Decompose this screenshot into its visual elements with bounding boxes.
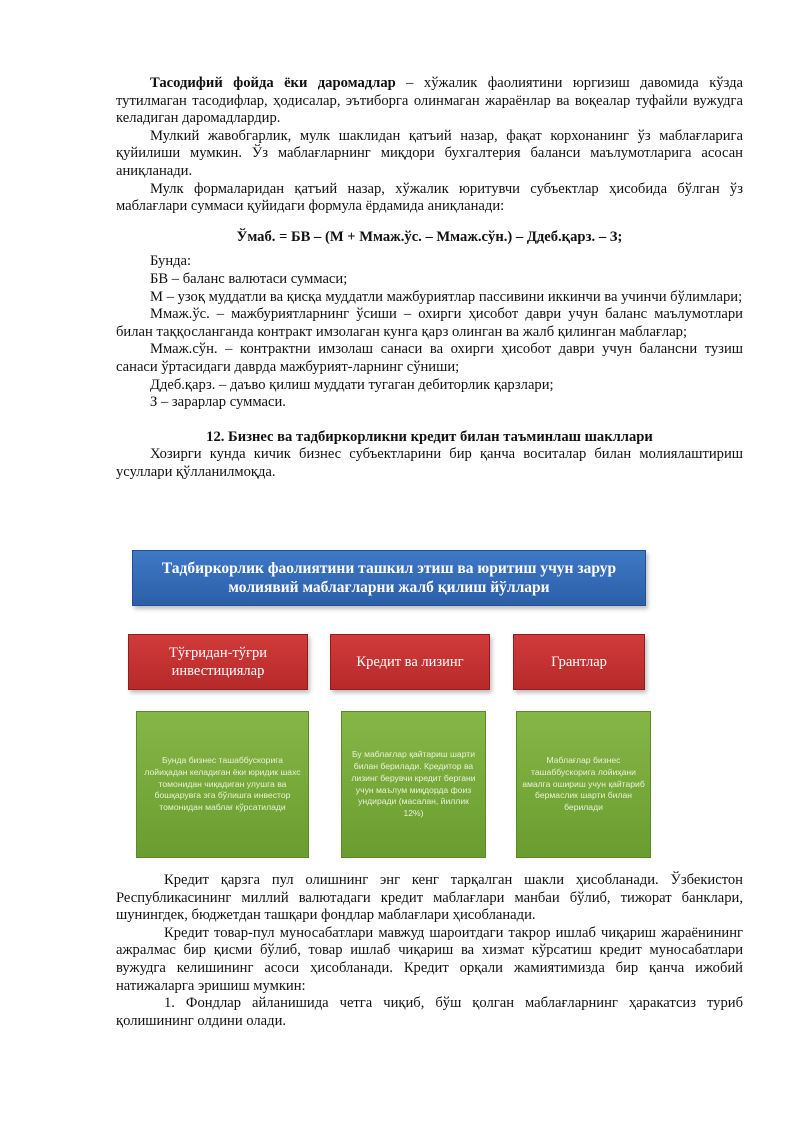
- term-random-income: Тасодифий фойда ёки даромадлар: [150, 75, 396, 91]
- box-direct-investments-desc: Бунда бизнес ташаббускорига лойиҳадан келадиган ёки юридик шахс томонидан чиқадиган улушга ва бошқарувга эга бўлишга инвестор томонидан маблағ кўрсатилади: [136, 711, 309, 858]
- paragraph-formula-intro: Мулк формаларидан қатъий назар, хўжалик юритувчи субъектлар ҳисобида бўлган ўз маблағлари суммаси қуйидаги формула ёрдамида аниқланади:: [116, 180, 743, 215]
- diagram-title-box: Тадбиркорлик фаолиятини ташкил этиш ва юритиш учун зарур молиявий маблағларни жалб қилиш йўллари: [132, 550, 646, 606]
- where-label: Бунда:: [150, 253, 192, 270]
- box-grants: Грантлар: [513, 634, 645, 690]
- box-credit-leasing-desc: Бу маблағлар қайтариш шарти билан берилади. Кредитор ва лизинг берувчи кредит бергани учун маълум миқдорда фоиз ундиради (масалан, йиллик 12%): [341, 711, 486, 858]
- section-heading: 12. Бизнес ва тадбиркорликни кредит билан таъминлаш шакллари: [206, 428, 653, 445]
- lower-text: [116, 872, 743, 1030]
- paragraph-credit-relations: Кредит товар-пул муносабатлари мавжуд шароитдаги такрор ишлаб чиқариш жараёнининг ажралмас бир қисми бўлиб, товар ишлаб чиқариш ва хизмат кўрсатиш кредит муносабатлари вужудга келишининг асоси ҳисобланади. Кредит орқали жамиятимизда бир қанча ижобий натижаларга эришиш мумкин:: [116, 924, 743, 994]
- paragraph-liability: Мулкий жавобгарлик, мулк шаклидан қатъий назар, фақат корхонанинг ўз маблағларига қуйилиши мумкин. Ўз маблағларнинг миқдори бухгалтерия баланси маълумотларига асосан аниқланади.: [116, 127, 743, 179]
- definition-m: М – узоқ муддатли ва қисқа муддатли мажбуриятлар пассивини иккинчи ва учинчи бўлимлари;: [150, 288, 743, 305]
- paragraph-financing-methods: Хозирги кунда кичик бизнес субъектларини бир қанча воситалар билан молиялаштириш усуллари қўлланилмоқда.: [116, 446, 743, 480]
- box-direct-investments: Тўғридан-тўғри инвестициялар: [128, 634, 308, 690]
- upper-text: [116, 75, 743, 481]
- financing-diagram: [116, 541, 743, 861]
- box-grants-desc: Маблағлар бизнес ташаббускорига лойиҳани амалга ошириш учун қайтариб бермаслик шарти билан берилади: [516, 711, 651, 858]
- paragraph-text: – хўжалик фаолиятини юргизиш давомида кўзда тутилмаган тасодифлар, ҳодисалар, эътиборга олинмаган жараёнлар ва воқеалар туфайли вужудга келадиган даромадлардир.: [116, 75, 743, 127]
- box-credit-leasing: Кредит ва лизинг: [330, 634, 490, 690]
- definition-bv: БВ – баланс валютаси суммаси;: [150, 270, 348, 287]
- formula: Ўмаб. = БВ – (М + Ммаж.ўс. – Ммаж.сўн.) – Ддеб.қарз. – З;: [236, 228, 623, 245]
- definition-decline: Ммаж.сўн. – контрактни имзолаш санаси ва охирги ҳисобот даври учун балансни тузиш санаси ўртасидаги даврда мажбурият-ларнинг сўниши;: [116, 341, 743, 375]
- paragraph-random-income: [116, 75, 743, 128]
- definition-losses: З – зарарлар суммаси.: [150, 394, 286, 411]
- paragraph-credit-form: Кредит қарзга пул олишнинг энг кенг тарқалган шакли ҳисобланади. Ўзбекистон Республикасининг миллий валютадаги кредит маблағлари манбаи бўлиб, тижорат банклари, шунингдек, бюджетдан ташқари фондлар маблағлари ҳисобланади.: [116, 872, 743, 924]
- definition-growth: Ммаж.ўс. – мажбуриятларнинг ўсиши – охирги ҳисобот даври учун баланс маълумотлари билан таққосланганда контракт имзолаган кунга қарз олинган ва жалб қилинган маблағлар;: [116, 306, 743, 340]
- list-item-1: 1. Фондлар айланишида четга чиқиб, бўш қолган маблағларнинг ҳаракатсиз туриб қолишининг олдини олади.: [116, 995, 743, 1029]
- definition-receivables: Ддеб.қарз. – даъво қилиш муддати тугаган дебиторлик қарзлари;: [150, 376, 554, 393]
